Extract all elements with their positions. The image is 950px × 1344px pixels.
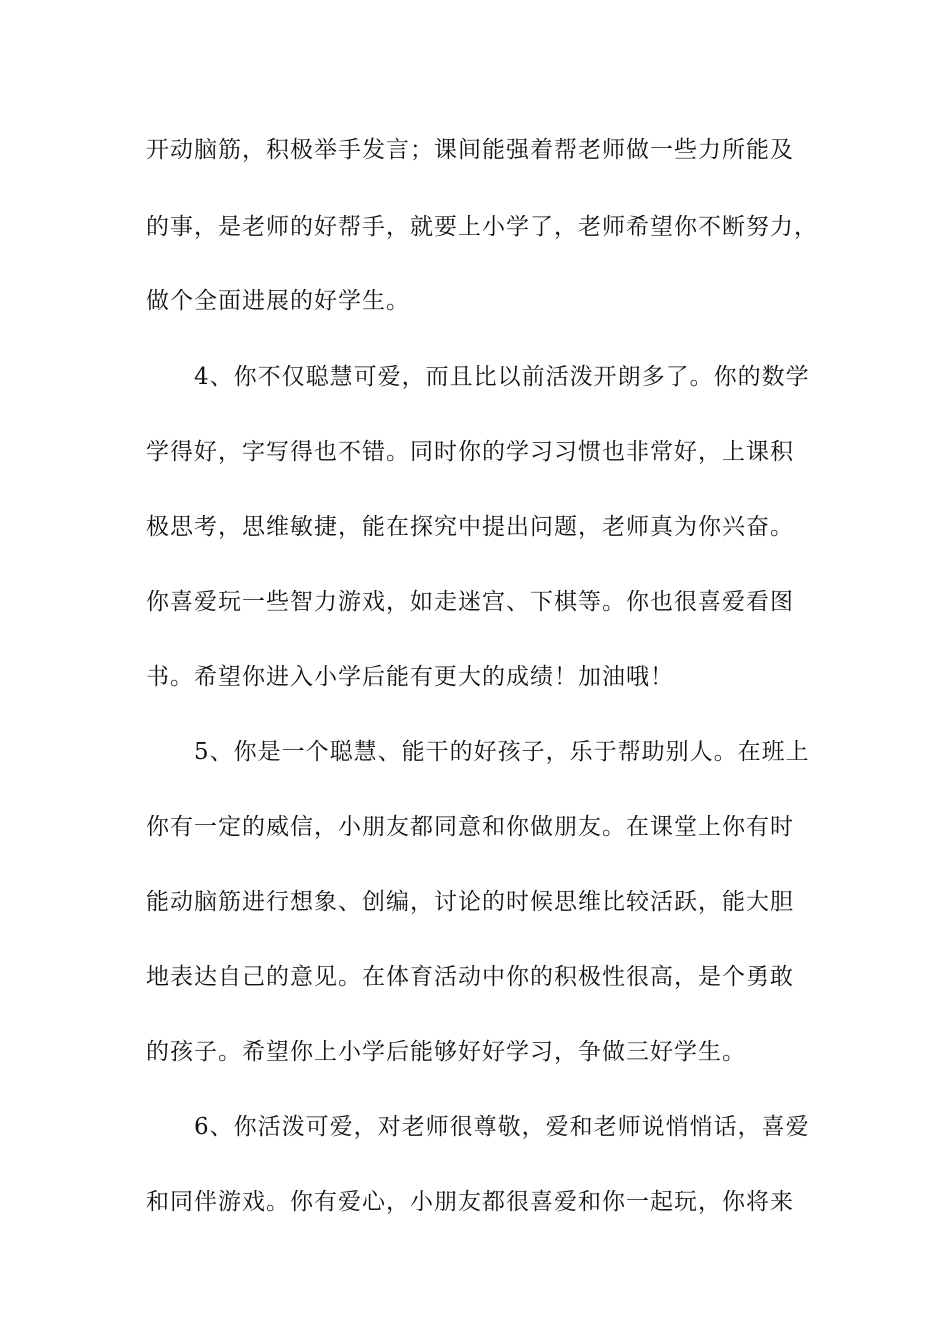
text-line: 你有一定的威信，小朋友都同意和你做朋友。在课堂上你有时 (146, 814, 794, 840)
text-line: 的事，是老师的好帮手，就要上小学了，老师希望你不断努力， (146, 214, 818, 240)
text-line: 开动脑筋，积极举手发言；课间能强着帮老师做一些力所能及 (146, 137, 794, 163)
text-line: 你喜爱玩一些智力游戏，如走迷宫、下棋等。你也很喜爱看图 (146, 589, 794, 615)
text-line: 做个全面进展的好学生。 (146, 288, 410, 314)
text-line: 能动脑筋进行想象、创编，讨论的时候思维比较活跃，能大胆 (146, 889, 794, 915)
paragraph-start-line: 5、你是一个聪慧、能干的好孩子，乐于帮助别人。在班上 (194, 739, 810, 765)
text-line: 极思考，思维敏捷，能在探究中提出问题，老师真为你兴奋。 (146, 514, 794, 540)
paragraph-start-line: 4、你不仅聪慧可爱，而且比以前活泼开朗多了。你的数学 (194, 364, 810, 390)
text-line: 和同伴游戏。你有爱心，小朋友都很喜爱和你一起玩，你将来 (146, 1189, 794, 1215)
paragraph-start-line: 6、你活泼可爱，对老师很尊敬，爱和老师说悄悄话，喜爱 (194, 1114, 810, 1140)
text-line: 的孩子。希望你上小学后能够好好学习，争做三好学生。 (146, 1039, 746, 1065)
text-line: 书。希望你进入小学后能有更大的成绩！加油哦！ (146, 664, 674, 690)
text-line: 地表达自己的意见。在体育活动中你的积极性很高，是个勇敢 (146, 964, 794, 990)
text-line: 学得好，字写得也不错。同时你的学习习惯也非常好，上课积 (146, 439, 794, 465)
